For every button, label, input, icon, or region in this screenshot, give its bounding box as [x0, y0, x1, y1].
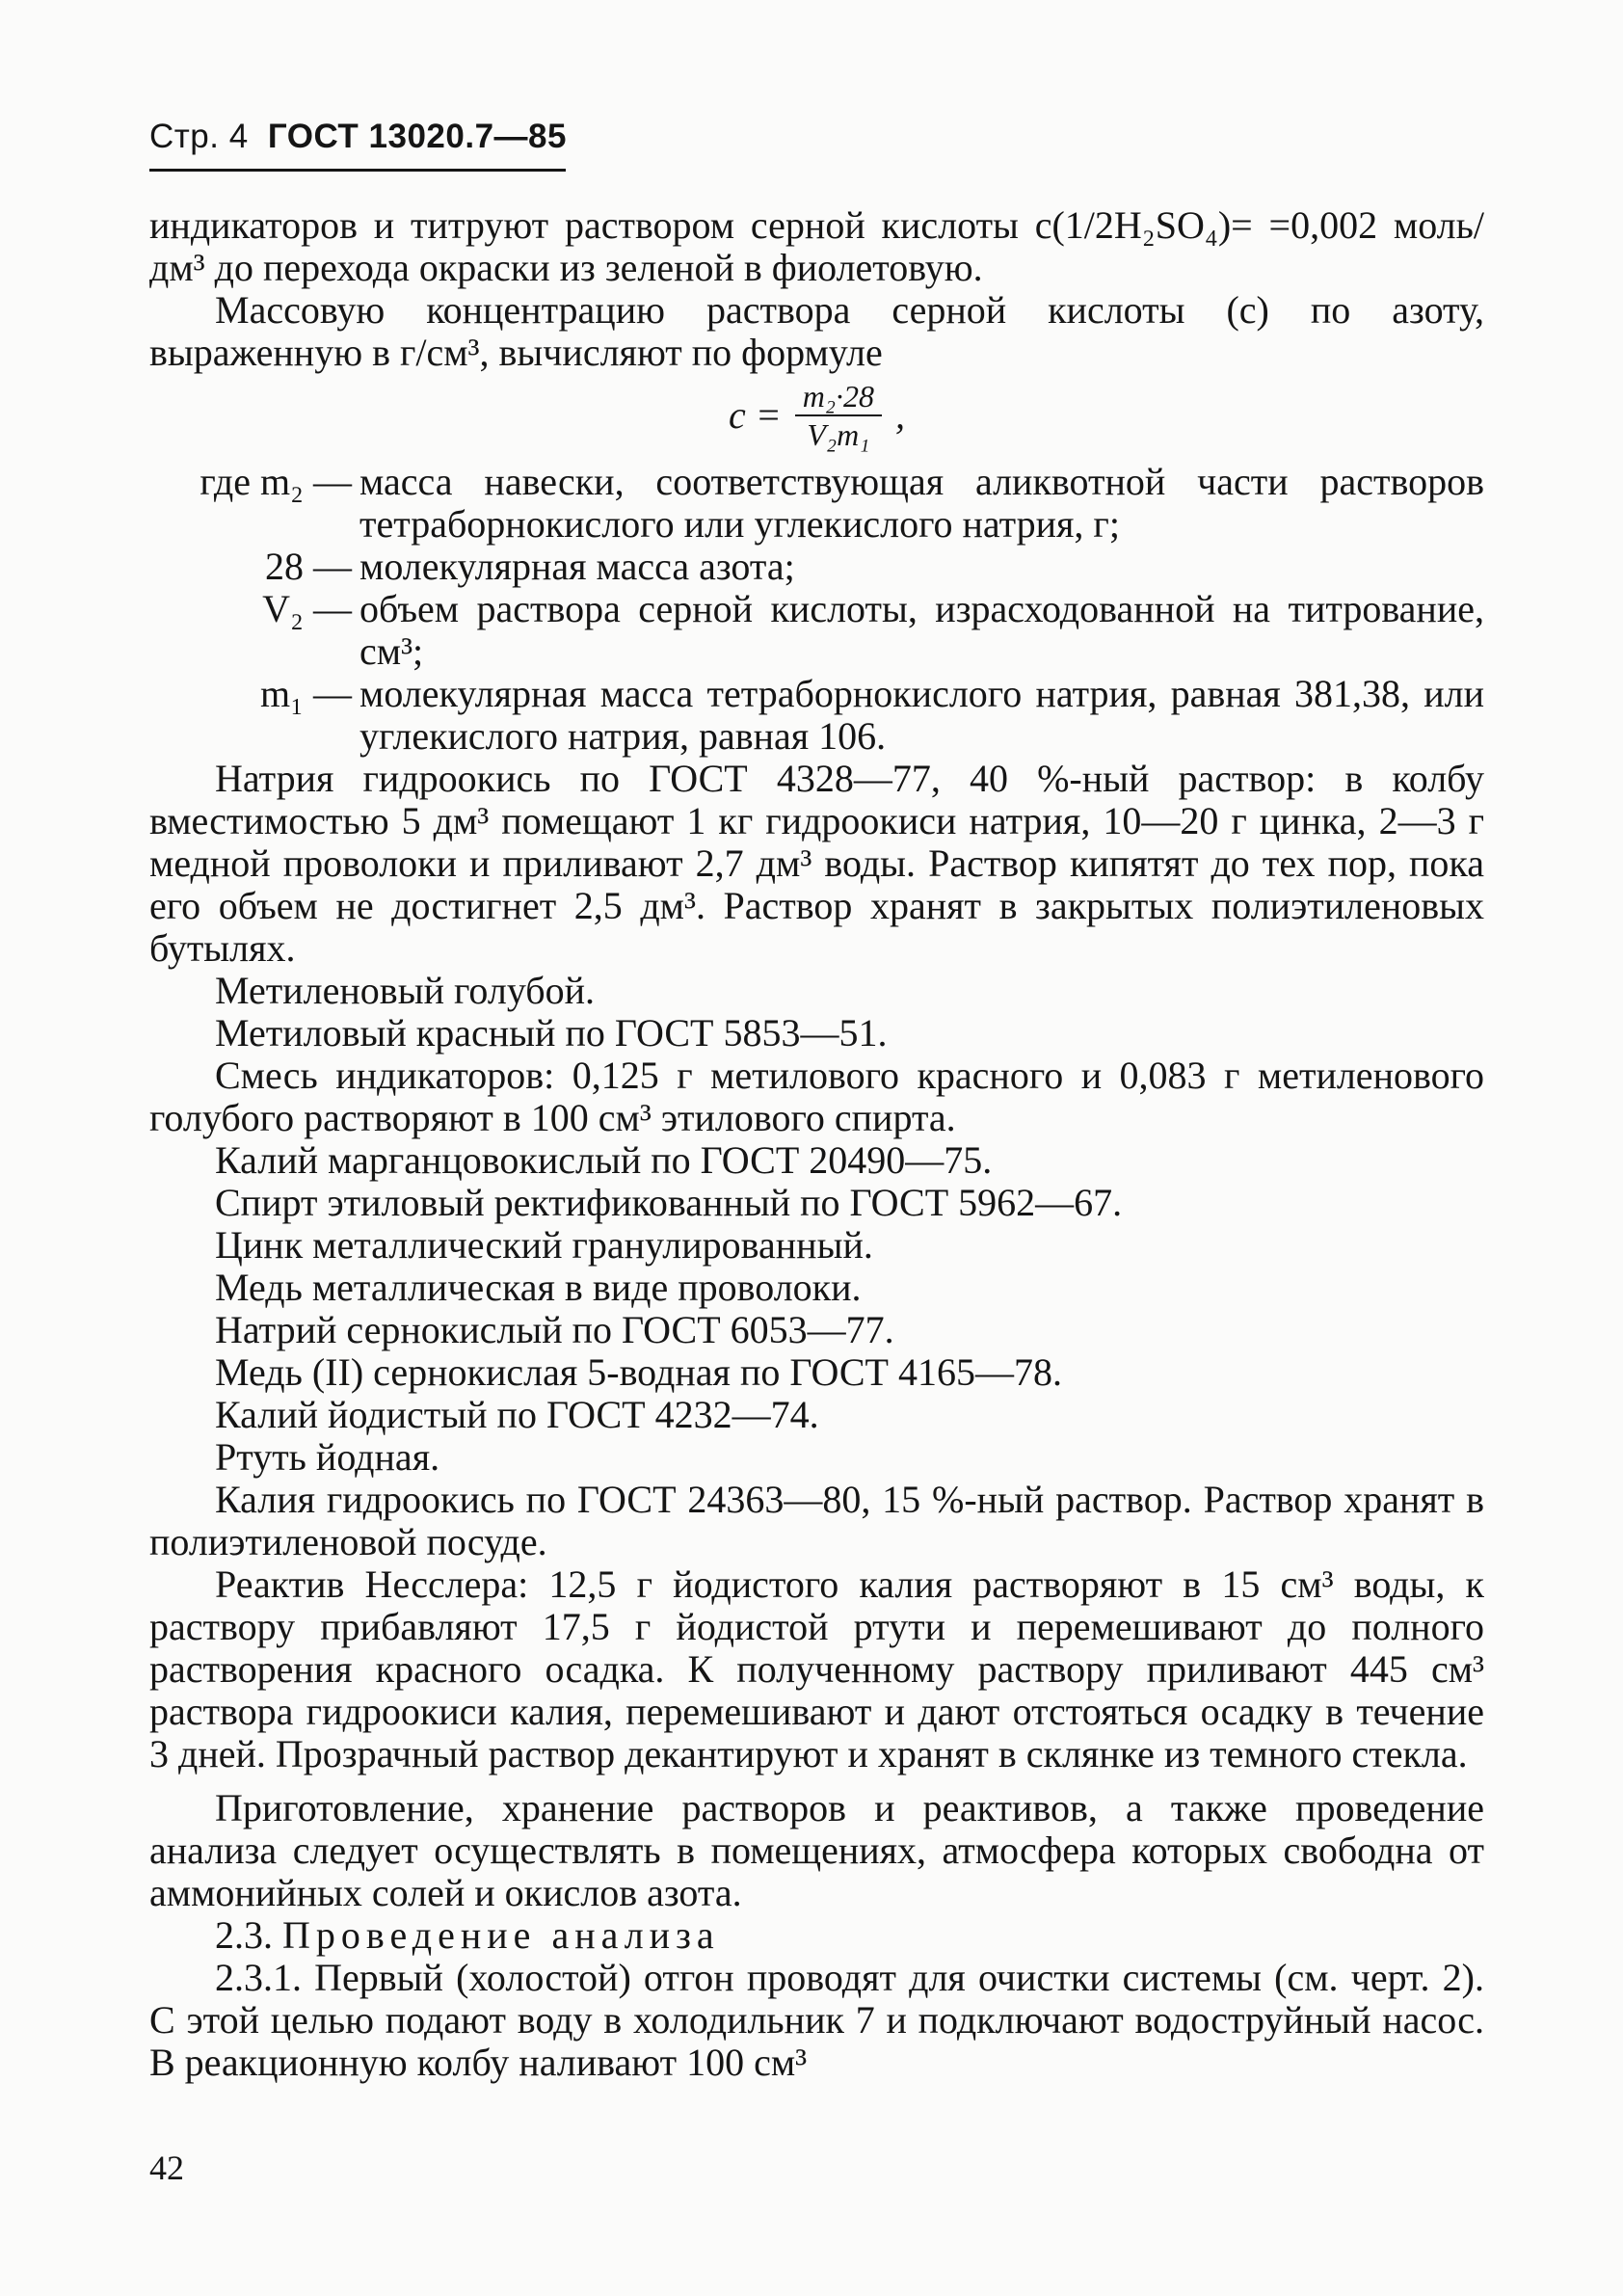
paragraph-titration: индикаторов и титруют раствором серной кислоты c(1/2H₂SO₄)= =0,002 моль/дм³ до перехода окраски из зеленой в фиолетовую. — [149, 203, 1484, 289]
paragraph-concentration: Массовую концентрацию раствора серной кислоты (c) по азоту, выраженную в г/см³, вычисляют по формуле — [149, 288, 1484, 374]
reagent-item: Спирт этиловый ректификованный по ГОСТ 5962—67. — [215, 1181, 1123, 1224]
reagent-item: Медь (II) сернокислая 5-водная по ГОСТ 4165—78. — [215, 1350, 1062, 1394]
formula-fraction — [795, 380, 882, 451]
reagent-item: Ртуть йодная. — [215, 1435, 440, 1479]
legend-description: масса навески, соответствующая аликвотной части растворов тетраборнокислого или углекислого натрия, г; — [359, 460, 1484, 546]
standard-code: ГОСТ 13020.7—85 — [267, 118, 567, 155]
section-heading — [149, 1914, 1484, 1957]
paragraph-indicator-mix: Смесь индикаторов: 0,125 г метилового красного и 0,083 г метиленового голубого растворяют в 100 см³ этилового спирта. — [149, 1054, 1484, 1139]
section-title: Проведение анализа — [282, 1913, 720, 1957]
formula-block — [149, 380, 1484, 451]
legend-description: молекулярная масса азота; — [359, 545, 795, 588]
formula-trailing: , — [894, 393, 905, 437]
legend-description: молекулярная масса тетраборнокислого натрия, равная 381,38, или углекислого натрия, равная 106. — [359, 672, 1484, 758]
legend-term: m₁ — — [259, 672, 352, 715]
formula — [729, 380, 905, 451]
formula-legend — [149, 461, 1484, 758]
reagent-item: Цинк металлический гранулированный. — [215, 1223, 873, 1267]
reagent-item: Метиловый красный по ГОСТ 5853—51. — [215, 1011, 888, 1055]
page-label: Стр. 4 — [149, 118, 249, 155]
legend-row — [149, 546, 1484, 588]
legend-description: объем раствора серной кислоты, израсходованной на титрование, см³; — [359, 587, 1484, 673]
formula-numerator: m₂·28 — [795, 380, 882, 416]
legend-term: 28 — — [265, 545, 352, 588]
body-text — [149, 204, 1484, 2084]
reagent-item: Калий марганцовокислый по ГОСТ 20490—75. — [215, 1138, 993, 1182]
paragraph-conditions: Приготовление, хранение растворов и реактивов, а также проведение анализа следует осуществлять в помещениях, атмосфера которых свободна от аммонийных солей и окислов азота. — [149, 1786, 1484, 1914]
running-header — [149, 118, 567, 156]
header-rule — [149, 169, 566, 172]
formula-denominator: V₂m₁ — [807, 417, 870, 452]
reagent-item: Натрий сернокислый по ГОСТ 6053—77. — [215, 1308, 894, 1351]
paragraph-nessler-reagent: Реактив Несслера: 12,5 г йодистого калия растворяют в 15 см³ воды, к раствору прибавляют 17,5 г йодистой ртути и перемешивают до полного растворения красного осадка. К полученному раствору приливают 445 см³ раствора гидроокиси калия, перемешивают и дают отстояться осадку в течение 3 дней. Прозрачный раствор декантируют и хранят в склянке из темного стекла. — [149, 1562, 1484, 1775]
reagent-item: Калий йодистый по ГОСТ 4232—74. — [215, 1393, 819, 1436]
legend-row — [149, 673, 1484, 758]
legend-term: V₂ — — [262, 587, 352, 630]
legend-term: где m₂ — — [200, 460, 352, 503]
section-number: 2.3. — [215, 1913, 273, 1957]
page-number: 42 — [149, 2149, 184, 2187]
reagent-item: Метиленовый голубой. — [215, 969, 596, 1012]
paragraph-potassium-hydroxide: Калия гидроокись по ГОСТ 24363—80, 15 %-ный раствор. Раствор хранят в полиэтиленовой посуде. — [149, 1478, 1484, 1563]
reagent-item: Медь металлическая в виде проволоки. — [215, 1266, 862, 1309]
paragraph-first-distillation: 2.3.1. Первый (холостой) отгон проводят для очистки системы (см. черт. 2). С этой целью подают воду в холодильник 7 и подключают водоструйный насос. В реакционную колбу наливают 100 см³ — [149, 1956, 1484, 2084]
legend-row — [149, 588, 1484, 673]
legend-row — [149, 461, 1484, 546]
formula-lhs: c = — [729, 393, 782, 437]
paragraph-sodium-hydroxide: Натрия гидроокись по ГОСТ 4328—77, 40 %-ный раствор: в колбу вместимостью 5 дм³ помещают 1 кг гидроокиси натрия, 10—20 г цинка, 2—3 г медной проволоки и приливают 2,7 дм³ воды. Раствор кипятят до тех пор, пока его объем не достигнет 2,5 дм³. Раствор хранят в закрытых полиэтиленовых бутылях. — [149, 757, 1484, 970]
